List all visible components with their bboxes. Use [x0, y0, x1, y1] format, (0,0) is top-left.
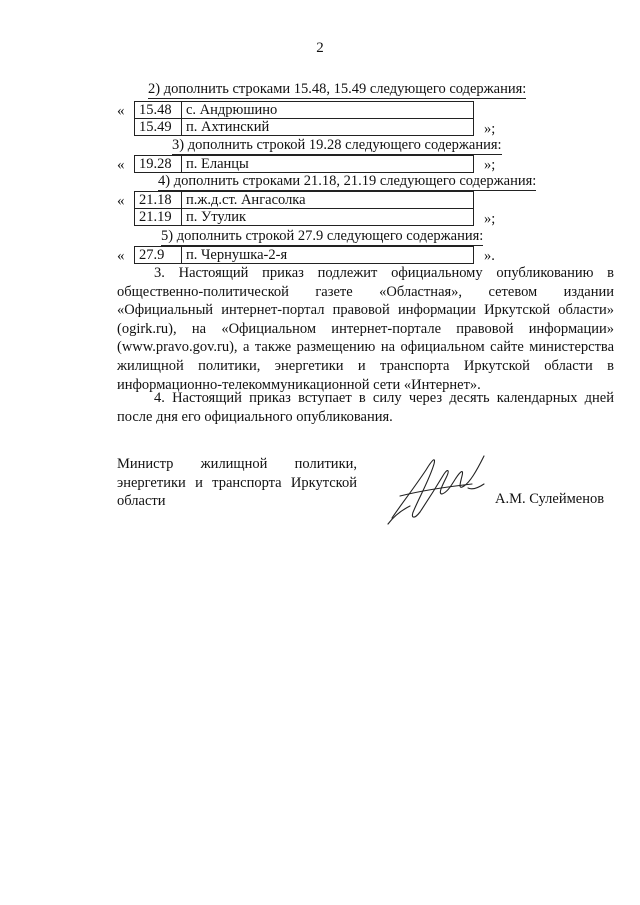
- settlement-name: п.ж.д.ст. Ангасолка: [182, 192, 474, 209]
- text-line: энергетики и транспорта Иркутской: [117, 474, 357, 491]
- amendment-heading: 5) дополнить строкой 27.9 следующего содержания:: [161, 228, 484, 244]
- open-quote: «: [117, 157, 125, 173]
- signatory-name: А.М. Сулейменов: [495, 491, 605, 507]
- settlement-name: с. Андрюшино: [182, 102, 474, 119]
- signatory-position: [117, 455, 357, 511]
- amendment-table: [134, 155, 474, 173]
- paragraph-publication: [117, 264, 614, 394]
- close-quote: ».: [484, 248, 495, 264]
- open-quote: «: [117, 103, 125, 119]
- settlement-name: п. Утулик: [182, 209, 474, 226]
- paragraph-effective-date: [117, 389, 614, 426]
- text-line: (www.pravo.gov.ru), а также размещению на официальном сайте министерства: [117, 339, 614, 356]
- text-line: после дня его официального опубликования.: [117, 408, 393, 425]
- row-number: 21.18: [135, 192, 182, 209]
- settlement-name: п. Чернушка-2-я: [182, 247, 474, 264]
- open-quote: «: [117, 193, 125, 209]
- text-line: Министр жилищной политики,: [117, 456, 357, 472]
- open-quote: «: [117, 248, 125, 264]
- table-row: [135, 102, 474, 119]
- row-number: 21.19: [135, 209, 182, 226]
- amendment-heading: 3) дополнить строкой 19.28 следующего содержания:: [172, 137, 502, 153]
- amendment-heading: 4) дополнить строками 21.18, 21.19 следующего содержания:: [158, 173, 537, 189]
- table-row: [135, 192, 474, 209]
- amendment-heading: 2) дополнить строками 15.48, 15.49 следующего содержания:: [148, 81, 527, 97]
- amendment-table: [134, 246, 474, 264]
- settlement-name: п. Еланцы: [182, 156, 474, 173]
- row-number: 27.9: [135, 247, 182, 264]
- text-line: жилищной политики, энергетики и транспорта Иркутской области в: [117, 357, 614, 374]
- close-quote: »;: [484, 157, 496, 173]
- page-number: 2: [316, 40, 324, 56]
- text-line: «Официальный интернет-портал правовой информации Иркутской области»: [117, 302, 614, 319]
- handwritten-signature: [380, 448, 500, 528]
- close-quote: »;: [484, 121, 496, 137]
- text-line: 4. Настоящий приказ вступает в силу через десять календарных дней: [154, 390, 614, 406]
- close-quote: »;: [484, 211, 496, 227]
- table-row: [135, 209, 474, 226]
- settlement-name: п. Ахтинский: [182, 119, 474, 136]
- row-number: 19.28: [135, 156, 182, 173]
- text-line: 3. Настоящий приказ подлежит официальному опубликованию в: [154, 265, 614, 281]
- table-row: [135, 156, 474, 173]
- table-row: [135, 119, 474, 136]
- row-number: 15.49: [135, 119, 182, 136]
- table-row: [135, 247, 474, 264]
- text-line: общественно-политической газете «Областная», сетевом издании: [117, 283, 614, 300]
- row-number: 15.48: [135, 102, 182, 119]
- amendment-table: [134, 101, 474, 136]
- text-line: области: [117, 493, 166, 510]
- amendment-table: [134, 191, 474, 226]
- text-line: (ogirk.ru), на «Официальном интернет-портале правовой информации»: [117, 320, 614, 337]
- text-line: информационно-телекоммуникационной сети «Интернет».: [117, 376, 481, 393]
